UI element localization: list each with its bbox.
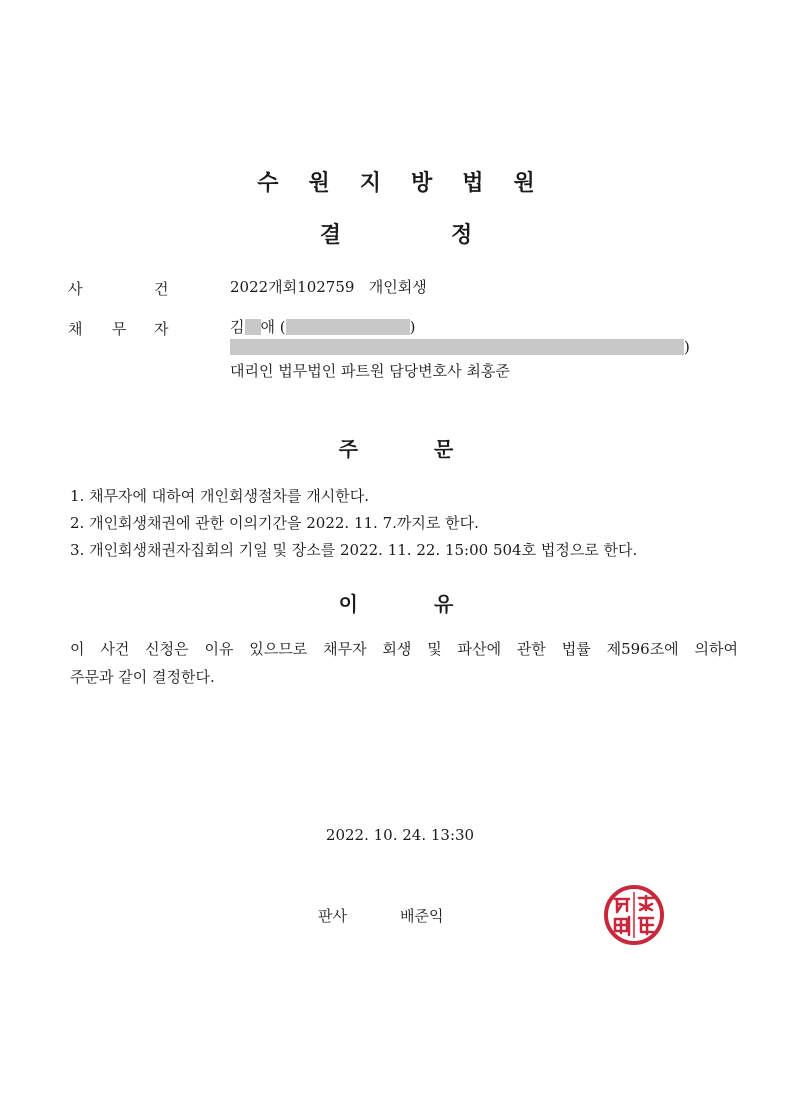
reason-text: 이 사건 신청은 이유 있으므로 채무자 회생 및 파산에 관한 법률 제596조에 의하여 bbox=[70, 640, 738, 658]
debtor-name-line bbox=[230, 316, 415, 337]
debtor-label-char: 무 bbox=[112, 320, 127, 338]
order-item: 2. 개인회생채권에 관한 이의기간을 2022. 11. 7.까지로 한다. bbox=[70, 514, 479, 532]
judge-seal-icon bbox=[603, 884, 665, 946]
debtor-label bbox=[68, 318, 178, 338]
order-item: 3. 개인회생채권자집회의 기일 및 장소를 2022. 11. 22. 15:00 504호 법정으로 한다. bbox=[70, 541, 638, 559]
redacted-id bbox=[286, 319, 410, 335]
redacted-name bbox=[245, 319, 261, 335]
debtor-name-suffix: 애 ( bbox=[260, 318, 286, 336]
reason-text: 주문과 같이 결정한다. bbox=[70, 668, 215, 686]
case-number: 2022개회102759 개인회생 bbox=[230, 278, 427, 296]
judge-name: 배준익 bbox=[400, 907, 444, 925]
order-title: 주문 bbox=[338, 437, 530, 461]
debtor-label-char: 채 bbox=[68, 320, 83, 338]
debtor-agent: 대리인 법무법인 파트원 담당변호사 최홍준 bbox=[230, 362, 510, 380]
address-close-paren: ) bbox=[684, 338, 690, 356]
reason-title: 이유 bbox=[338, 592, 530, 616]
case-label-char: 건 bbox=[154, 280, 169, 298]
case-label-char: 사 bbox=[68, 280, 83, 298]
debtor-name-prefix: 김 bbox=[230, 318, 245, 336]
debtor-address-line bbox=[230, 338, 690, 356]
debtor-label-char: 자 bbox=[154, 320, 169, 338]
judge-title: 판사 bbox=[318, 907, 347, 925]
decision-date: 2022. 10. 24. 13:30 bbox=[325, 826, 475, 844]
order-item: 1. 채무자에 대하여 개인회생절차를 개시한다. bbox=[70, 487, 369, 505]
court-name: 수원지방법원 bbox=[257, 171, 565, 196]
document-type: 결정 bbox=[319, 223, 583, 248]
redacted-address bbox=[230, 339, 684, 355]
case-label bbox=[68, 278, 178, 298]
close-paren: ) bbox=[409, 318, 416, 336]
